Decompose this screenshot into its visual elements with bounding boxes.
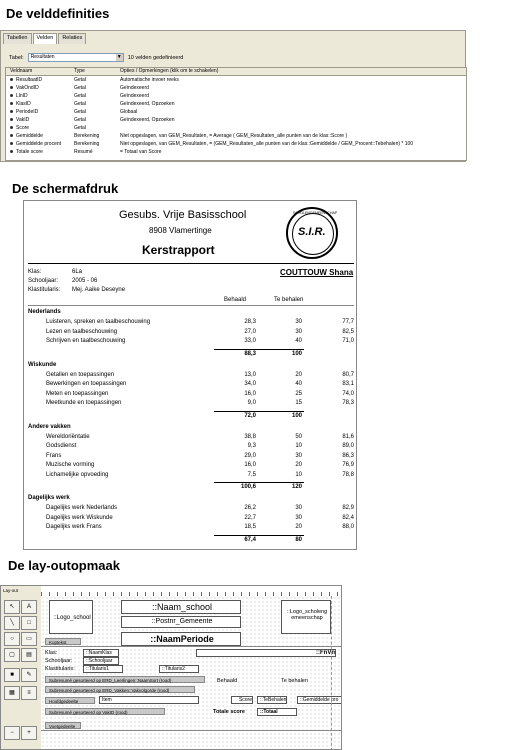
field-name [10, 101, 31, 108]
report-screenshot [23, 200, 357, 550]
field-name-text: Gemiddelde procent [16, 141, 62, 147]
field-options: Automatische invoer reeks [120, 77, 179, 83]
score-field[interactable]: Score [231, 696, 253, 704]
table-select[interactable] [28, 53, 124, 62]
subsummary-subjects-part[interactable]: Subresumé gesorteerd op ERD_Vakken::Vakvolgorde (rood) [45, 686, 195, 693]
field-type: Getal [74, 101, 86, 107]
pattern-icon[interactable]: ▦ [4, 686, 20, 700]
field-row[interactable] [6, 101, 466, 108]
logo-group-field[interactable]: ::Logo_scholeng emeenschap [281, 600, 331, 634]
subject-name: Wereldoriëntatie [46, 433, 90, 440]
subject-name: Getallen en toepassingen [46, 371, 115, 378]
group-total-tebehalen: 100 [291, 350, 302, 357]
subject-percent: 80,7 [342, 371, 354, 378]
field-name-text: VakID [16, 117, 30, 123]
column-tebehalen: Te behalen [274, 297, 304, 303]
school-name: Gesubs. Vrije Basisschool [119, 209, 247, 221]
field-name [10, 109, 38, 116]
subject-name: Schrijven en taalbeschouwing [46, 338, 126, 344]
field-options: Niet opgeslagen, van GEM_Resultaten, = Average ( GEM_Resultaten_alle punten van de klas::Score ) [120, 133, 348, 139]
divider [28, 263, 354, 264]
row-handle-icon[interactable] [10, 150, 13, 153]
total-score-label: Totale score [213, 709, 245, 715]
color-fill-icon[interactable]: ■ [4, 668, 20, 682]
zoom-out-icon[interactable]: − [4, 726, 20, 740]
field-type: Getal [74, 85, 86, 91]
field-tool-icon[interactable]: ▭ [21, 632, 37, 646]
field-name [10, 141, 61, 148]
field-options: Geïndexeerd, Opzoeken [120, 117, 175, 123]
heading-layout: De lay-outopmaak [8, 558, 120, 573]
subject-behaald: 9,0 [247, 400, 256, 406]
subject-tebehalen: 30 [295, 452, 302, 459]
field-name-text: LlnID [16, 93, 28, 99]
subject-name: Dagelijks werk Nederlands [46, 505, 118, 511]
subject-tebehalen: 10 [295, 471, 302, 478]
fields-table-header [6, 68, 466, 76]
field-name-text: Score [16, 125, 30, 131]
row-handle-icon[interactable] [10, 110, 13, 113]
part-divider [41, 646, 342, 647]
line-tool-icon[interactable]: ╲ [4, 616, 20, 630]
header-part-label[interactable]: Koptekst [45, 638, 81, 645]
toolbar-title: Lay-out [3, 588, 19, 593]
student-name: COUTTOUW Shana [280, 268, 354, 277]
subject-behaald: 34,0 [244, 381, 256, 387]
field-row[interactable] [6, 141, 466, 148]
group-name: Andere vakken [28, 423, 71, 430]
row-handle-icon[interactable] [10, 142, 13, 145]
logo-text: S.I.R. [298, 226, 326, 238]
titular-label: Klastitularis: [45, 666, 75, 672]
subject-percent: 88,0 [342, 524, 354, 530]
total-divider [214, 535, 304, 536]
subject-tebehalen: 40 [295, 381, 302, 387]
tab-relations[interactable]: Relaties [58, 33, 86, 44]
field-name [10, 125, 29, 132]
table-selector-bar [9, 53, 183, 62]
chevron-down-icon[interactable]: ▼ [116, 54, 122, 60]
subject-percent: 82,4 [342, 514, 354, 521]
field-name-text: Gemiddelde [16, 133, 43, 139]
rectangle-tool-icon[interactable]: □ [21, 616, 37, 630]
subject-name: Meetkunde en toepassingen [46, 400, 122, 406]
report-title: Kerstrapport [142, 243, 215, 257]
subject-behaald: 27,0 [244, 328, 256, 335]
group-name: Wiskunde [28, 361, 57, 368]
field-options: Globaal [120, 109, 138, 115]
row-handle-icon[interactable] [10, 78, 13, 81]
field-type: Resumé [74, 149, 93, 155]
tebehalen-field[interactable]: ::TeBehalen [257, 696, 287, 704]
titular-label: Klastitularis: [28, 287, 61, 293]
pen-color-icon[interactable]: ✎ [21, 668, 37, 682]
field-name-text: Totale score [16, 149, 43, 155]
field-type: Getal [74, 109, 86, 115]
titular-value: Mej. Aaike Deseyne [72, 287, 126, 293]
oval-tool-icon[interactable]: ○ [4, 632, 20, 646]
button-tool-icon[interactable]: ▢ [4, 648, 20, 662]
subject-behaald: 22,7 [244, 514, 256, 521]
subject-behaald: 38,8 [244, 433, 256, 440]
subject-percent: 78,8 [342, 471, 354, 478]
field-type: Berekening [74, 133, 100, 139]
schoolyear-label: Schooljaar: [45, 658, 73, 664]
class-value: 6La [72, 269, 83, 275]
zoom-in-icon[interactable]: + [21, 726, 37, 740]
group-total-tebehalen: 120 [291, 484, 302, 490]
subject-percent: 82,5 [342, 328, 354, 335]
portal-tool-icon[interactable]: ▤ [21, 648, 37, 662]
subject-tebehalen: 20 [295, 524, 302, 530]
field-name [10, 133, 43, 140]
row-handle-icon[interactable] [10, 118, 13, 121]
period-name-field[interactable]: ::NaamPeriode [121, 632, 241, 646]
subject-tebehalen: 25 [295, 390, 302, 397]
column-header-fieldname[interactable]: Veldnaam [10, 68, 33, 74]
field-count: 10 velden gedefinieerd [127, 54, 184, 61]
field-row[interactable] [6, 93, 466, 100]
field-type: Getal [74, 93, 86, 99]
heading-screenshot: De schermafdruk [12, 181, 119, 196]
subject-tebehalen: 15 [295, 400, 302, 406]
subject-behaald: 16,0 [244, 462, 256, 468]
group-total-tebehalen: 80 [295, 536, 302, 543]
field-options: = Totaal van Score [120, 149, 162, 155]
subject-tebehalen: 30 [295, 514, 302, 521]
subject-percent: 86,3 [342, 452, 354, 459]
group-total-behaald: 67,4 [244, 536, 256, 543]
table-select-value: Resultaten [30, 54, 55, 60]
field-options: Geïndexeerd [120, 93, 149, 99]
class-label: Klas: [45, 650, 58, 656]
field-name [10, 77, 42, 84]
field-row[interactable] [6, 109, 466, 116]
titular1-field[interactable]: ::Titularis1 [83, 665, 123, 673]
subject-name: Godsdienst [46, 443, 77, 449]
titular2-field[interactable]: ::Titularis2 [159, 665, 199, 673]
pointer-tool-icon[interactable]: ↖ [4, 600, 20, 614]
body-part-label[interactable]: Hoofdgedeelte [45, 697, 95, 704]
subject-percent: 81,6 [342, 433, 354, 440]
schoolyear-field[interactable]: ::Schooljaar [83, 657, 119, 665]
class-field[interactable]: ::NaamKlas [83, 649, 119, 657]
field-options: Geïndexeerd [120, 85, 149, 91]
subject-tebehalen: 20 [295, 371, 302, 378]
subject-percent: 89,0 [342, 443, 354, 449]
subsummary-students-part[interactable]: Subresumé gesorteerd op ERD_Leerlingen::NaamSort (rood) [45, 676, 205, 683]
average-percent-field[interactable]: ::Gemiddelde pro [297, 696, 342, 704]
field-row[interactable] [6, 133, 466, 140]
student-name-field[interactable]: ::FnVn [196, 649, 336, 657]
row-handle-icon[interactable] [10, 86, 13, 89]
total-field[interactable]: ::Totaal [257, 708, 297, 716]
class-label: Klas: [28, 269, 42, 275]
field-name [10, 117, 29, 124]
field-type: Berekening [74, 141, 100, 147]
layout-toolbar [1, 586, 42, 750]
field-name [10, 149, 43, 156]
subsummary-vakid-part[interactable]: Subresumé gesorteerd op VakID (rood) [45, 708, 165, 715]
field-row[interactable] [6, 85, 466, 92]
field-type: Getal [74, 77, 86, 83]
subject-percent: 83,1 [342, 381, 354, 387]
part-divider [41, 730, 342, 731]
field-type: Getal [74, 117, 86, 123]
subject-name: Dagelijks werk Wiskunde [46, 514, 113, 521]
subject-name: Lezen en taalbeschouwing [46, 328, 118, 335]
divider [28, 305, 354, 306]
subject-tebehalen: 50 [295, 433, 302, 440]
column-header-type[interactable]: Type [74, 68, 85, 74]
field-row[interactable] [6, 77, 466, 84]
logo-school-field[interactable]: ::Logo_school [49, 600, 93, 634]
item-field[interactable]: Item [99, 696, 199, 704]
text-tool-icon[interactable]: A [21, 600, 37, 614]
subject-behaald: 26,2 [244, 505, 256, 511]
subject-name: Muzische vorming [46, 462, 95, 468]
total-divider [214, 411, 304, 412]
subject-tebehalen: 30 [295, 505, 302, 511]
field-name-text: PeriodeID [16, 109, 39, 115]
field-row[interactable] [6, 117, 466, 124]
tab-fields[interactable]: Velden [33, 33, 58, 44]
tab-tables[interactable]: Tabellen [3, 33, 32, 44]
subject-behaald: 18,5 [244, 524, 256, 530]
layout-editor [0, 585, 342, 750]
line-width-icon[interactable]: ≡ [21, 686, 37, 700]
column-header-options[interactable]: Opties / Opmerkingen (klik om te schakelen) [120, 68, 219, 74]
total-divider [214, 349, 304, 350]
subject-tebehalen: 30 [295, 319, 302, 325]
field-name-text: ResultaatID [16, 77, 43, 83]
field-options: Niet opgeslagen, van GEM_Resultaten, = (GEM_Resultaten_alle punten van de klas::Gemiddelde / GEM_Procent::Tebehalen) * 100 [120, 141, 414, 147]
row-handle-icon[interactable] [10, 126, 13, 129]
field-type: Getal [74, 125, 86, 131]
subject-behaald: 9,3 [247, 443, 256, 449]
field-name [10, 85, 39, 92]
field-definitions-dialog [0, 30, 466, 162]
subject-tebehalen: 30 [295, 328, 302, 335]
group-total-tebehalen: 100 [291, 412, 302, 419]
school-name-field[interactable]: ::Naam_school [121, 600, 241, 614]
field-options: Geïndexeerd, Opzoeken [120, 101, 175, 107]
tab-bar [3, 33, 87, 44]
total-divider [214, 482, 304, 483]
fields-table [5, 67, 467, 161]
schoolyear-label: Schooljaar: [28, 278, 59, 284]
school-town: 8908 Vlamertinge [149, 226, 212, 235]
row-handle-icon[interactable] [10, 134, 13, 137]
footer-part-label[interactable]: Voetgedeelte [45, 722, 81, 729]
row-handle-icon[interactable] [10, 102, 13, 105]
subject-behaald: 33,0 [244, 338, 256, 344]
subject-name: Lichamelijke opvoeding [46, 471, 109, 478]
subject-tebehalen: 40 [295, 338, 302, 344]
subject-behaald: 7,5 [247, 471, 256, 478]
subject-tebehalen: 10 [295, 443, 302, 449]
heading-field-definitions: De velddefinities [6, 6, 110, 21]
subject-percent: 74,0 [342, 390, 354, 397]
subject-behaald: 29,0 [244, 452, 256, 459]
page-margin-guide [331, 596, 333, 750]
table-label: Tabel: [9, 54, 24, 61]
subject-behaald: 13,0 [244, 371, 256, 378]
column-behaald: Behaald [224, 297, 247, 303]
behaald-label: Behaald [217, 678, 238, 684]
group-total-behaald: 100,6 [240, 484, 256, 490]
subject-percent: 77,7 [342, 319, 354, 325]
subject-percent: 71,0 [342, 338, 354, 344]
subject-percent: 82,9 [342, 505, 354, 511]
group-total-behaald: 72,0 [244, 412, 256, 419]
row-handle-icon[interactable] [10, 94, 13, 97]
subject-behaald: 16,0 [244, 390, 256, 397]
field-name-text: VakOndID [16, 85, 39, 91]
subject-behaald: 28,3 [244, 319, 256, 325]
subject-name: Luisteren, spreken en taalbeschouwing [46, 319, 151, 325]
subject-name: Frans [46, 452, 62, 459]
subject-tebehalen: 20 [295, 462, 302, 468]
subject-name: Bewerkingen en toepassingen [46, 381, 127, 387]
field-row[interactable] [6, 125, 466, 132]
schoolyear-value: 2005 - 06 [72, 278, 98, 284]
group-total-behaald: 88,3 [244, 350, 256, 357]
subject-name: Meten en toepassingen [46, 390, 109, 397]
field-name-text: KlasID [16, 101, 31, 107]
subject-percent: 76,9 [342, 462, 354, 468]
subject-name: Dagelijks werk Frans [46, 524, 102, 530]
layout-canvas[interactable] [41, 596, 341, 749]
field-row[interactable] [6, 149, 466, 156]
field-name [10, 93, 28, 100]
group-name: Nederlands [28, 309, 61, 315]
logo-ring-text: SCHOLENGEMEENSCHAP [293, 211, 338, 215]
group-name: Dagelijks werk [28, 495, 70, 501]
tebehalen-label: Te behalen [281, 678, 308, 684]
postal-town-field[interactable]: ::Postnr_Gemeente [121, 616, 241, 628]
subject-percent: 78,3 [342, 400, 354, 406]
school-logo [286, 207, 338, 259]
